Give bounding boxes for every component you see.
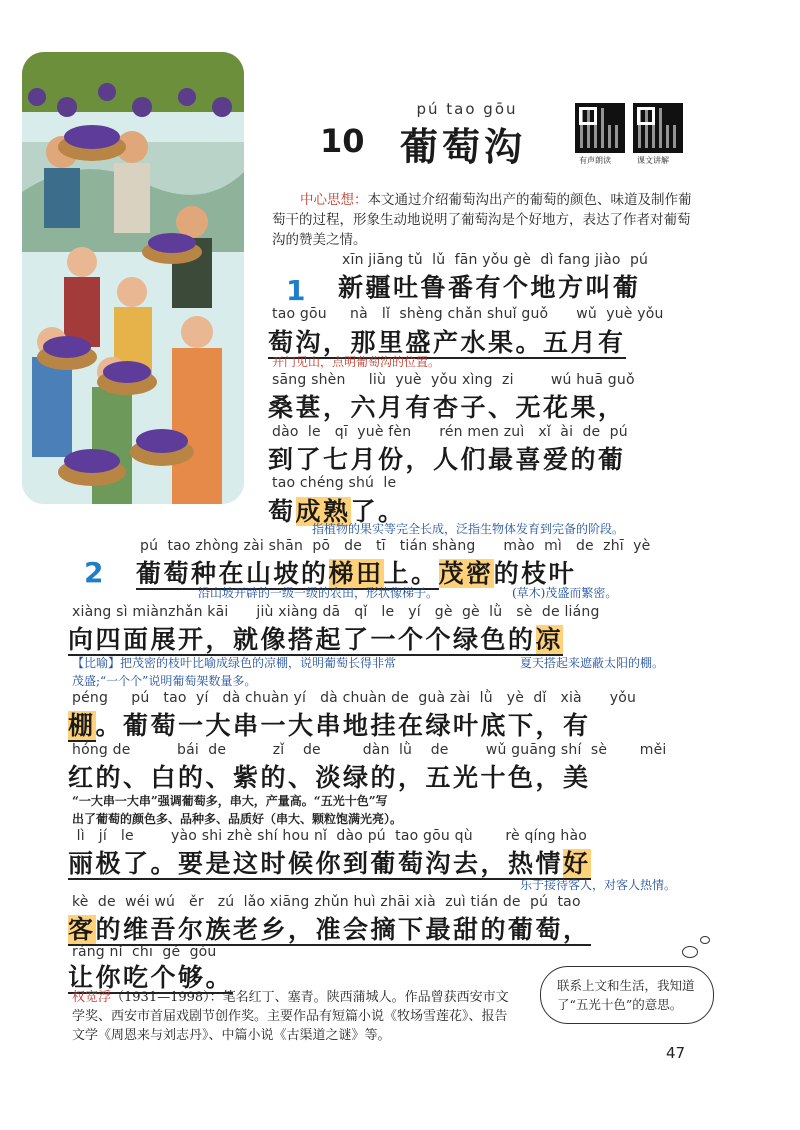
author-name: 权宽浮 [72, 990, 112, 1005]
annotation: “一大串一大串”强调葡萄多，串大，产量高。“五光十色”写 [72, 794, 388, 808]
pinyin-line: hóng de bái de zǐ de dàn lǜ de wǔ guāng shí sè měi [72, 742, 667, 758]
center-thought [272, 190, 692, 250]
pinyin-line: pú tao zhòng zài shān pō de tī tián shàng mào mì de zhī yè [140, 538, 651, 554]
pinyin-line: lì jí le yào shi zhè shí hou nǐ dào pú tao gōu qù rè qíng hào [72, 828, 588, 844]
text-line: 棚。葡萄一大串一大串地挂在绿叶底下，有 [68, 711, 591, 740]
bubble-dot [700, 936, 710, 944]
page-number: 47 [666, 1044, 686, 1062]
pinyin-line: dào le qī yuè fèn rén men zuì xǐ ài de pú [272, 424, 628, 440]
bubble-dot [682, 946, 698, 958]
text-line: 客的维吾尔族老乡，准会摘下最甜的葡萄， [68, 915, 591, 944]
paragraph-number-1: 1 [286, 274, 306, 307]
annotation: 茂盛;“一个个”说明葡萄架数量多。 [72, 674, 257, 688]
text-line: 桑葚，六月有杏子、无花果， [268, 393, 626, 422]
text-line: 红的、白的、紫的、淡绿的，五光十色，美 [68, 763, 591, 792]
pinyin-line: kè de wéi wú ěr zú lǎo xiāng zhǔn huì zhāi xià zuì tián de pú tao [72, 894, 581, 910]
author-note [72, 988, 512, 1045]
highlighted-word: 茂密 [438, 559, 494, 588]
text-line: 新疆吐鲁番有个地方叫葡 [338, 273, 641, 302]
thought-bubble-text: 联系上文和生活，我知道了“五光十色”的意思。 [557, 978, 695, 1012]
lesson-title: 葡萄沟 [400, 124, 527, 169]
author-bio: （1931—1998）：笔名红丁、塞青。陕西蒲城人。作品曾获西安市文学奖、西安市首届戏剧节创作奖。主要作品有短篇小说《牧场雪莲花》、报告文学《周恩来与刘志丹》、中篇小说《古渠道之谜》等。 [72, 990, 509, 1043]
highlighted-word: 凉 [535, 625, 564, 654]
pinyin-line: xīn jiāng tǔ lǔ fān yǒu gè dì fang jiào pú [342, 252, 649, 268]
highlighted-word: 成熟 [295, 497, 351, 526]
text-line: 向四面展开，就像搭起了一个个绿色的凉 [68, 625, 564, 654]
highlighted-word: 梯田 [328, 559, 384, 588]
annotation: 出了葡萄的颜色多、品种多、品质好（串大、颗粒饱满光亮）。 [72, 812, 403, 826]
qr-code-lecture-icon[interactable] [633, 103, 683, 153]
annotation: 【比喻】把茂密的枝叶比喻成绿色的凉棚，说明葡萄长得非常 [72, 656, 397, 670]
highlighted-word: 客 [68, 915, 96, 944]
highlighted-word: 棚 [68, 711, 96, 740]
qr-code-audio-icon[interactable] [575, 103, 625, 153]
text-line: 葡萄种在山坡的梯田上。茂密的枝叶 [136, 559, 577, 588]
word-definition: 乐于接待客人，对客人热情。 [520, 878, 677, 892]
qr-codes[interactable] [575, 103, 685, 165]
highlighted-word: 好 [563, 849, 591, 878]
thought-bubble [540, 966, 714, 1024]
lesson-number: 10 [320, 122, 365, 160]
word-definition: (草木)茂盛而繁密。 [512, 586, 618, 600]
pinyin-line: péng pú tao yí dà chuàn yí dà chuàn de guà zài lǜ yè dǐ xià yǒu [72, 690, 637, 706]
annotation: 开门见山，点明葡萄沟的位置。 [272, 355, 441, 369]
title-pinyin: pú tao gōu [416, 100, 518, 118]
text-line: 萄成熟了。 [268, 497, 406, 526]
pinyin-line: sāng shèn liù yuè yǒu xìng zi wú huā guǒ [272, 372, 635, 388]
pinyin-line: xiàng sì miànzhǎn kāi jiù xiàng dā qǐ le yí gè gè lǜ sè de liáng [72, 604, 600, 620]
word-definition: 指植物的果实等完全长成，泛指生物体发育到完备的阶段。 [312, 522, 625, 536]
word-definition: 夏天搭起来遮蔽太阳的棚。 [520, 656, 665, 670]
harvest-illustration [22, 52, 244, 504]
center-thought-label: 中心思想： [300, 192, 368, 208]
qr-label-audio: 有声朗读 [579, 156, 611, 165]
text-line: 让你吃个够。 [68, 963, 234, 992]
center-thought-text: 本文通过介绍葡萄沟出产的葡萄的颜色、味道及制作葡萄干的过程，形象生动地说明了葡萄沟是个好地方，表达了作者对葡萄沟的赞美之情。 [272, 192, 692, 248]
paragraph-number-2: 2 [84, 556, 104, 589]
qr-label-lecture: 课文讲解 [637, 156, 669, 165]
pinyin-line: tao gōu nà lǐ shèng chǎn shuǐ guǒ wǔ yuè yǒu [272, 306, 664, 322]
pinyin-line: ràng nǐ chī gè gòu [72, 944, 217, 960]
pinyin-line: tao chéng shú le [272, 475, 397, 491]
text-line: 到了七月份，人们最喜爱的葡 [268, 445, 626, 474]
text-line: 丽极了。要是这时候你到葡萄沟去，热情好 [68, 849, 591, 878]
underlined-sentence: 萄沟，那里盛产水果。五月有 [268, 328, 626, 357]
word-definition: 沿山坡开辟的一级一级的农田，形状像梯子。 [198, 586, 439, 600]
